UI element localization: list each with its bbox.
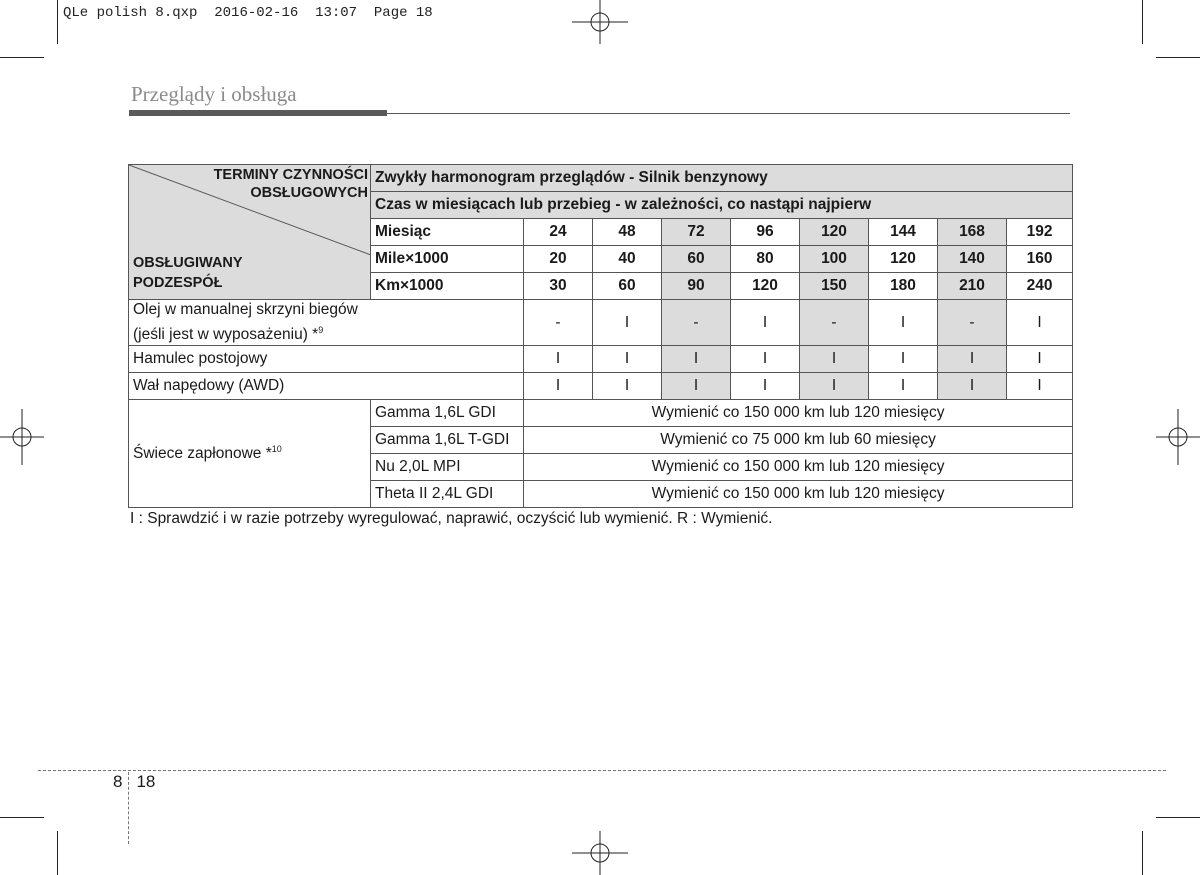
interval-note: Czas w miesiącach lub przebieg - w zależności, co nastąpi najpierw [371,192,1073,219]
month-value: 96 [731,219,800,246]
km-value: 60 [593,273,662,300]
schedule-value: I [731,346,800,373]
item-spark-plugs: Świece zapłonowe *$^{10}$ [129,400,371,508]
miles-value: 60 [662,246,731,273]
crop-mark [1156,817,1200,818]
schedule-value: I [869,346,938,373]
schedule-value: - [662,300,731,346]
title-rule-bold [129,110,387,116]
corner-bottom-line: OBSŁUGIWANY [133,255,243,271]
schedule-value: - [524,300,593,346]
schedule-value: I [869,300,938,346]
month-value: 192 [1007,219,1073,246]
schedule-value: I [1007,300,1073,346]
crop-mark [1142,0,1143,44]
table-row [129,400,1073,427]
replace-interval: Wymienić co 150 000 km lub 120 miesięcy [524,400,1073,427]
footnote-ref: 9 [318,325,324,335]
replace-interval: Wymienić co 150 000 km lub 120 miesięcy [524,454,1073,481]
engine-label: Theta II 2,4L GDI [371,481,524,508]
schedule-value: I [731,300,800,346]
registration-mark-icon [0,409,44,465]
month-value: 168 [938,219,1007,246]
item-label-line: (jeśli jest w wyposażeniu) *$^9$ [133,325,324,344]
crop-mark [0,817,44,818]
engine-label: Gamma 1,6L GDI [371,400,524,427]
corner-bottom-label [133,253,243,293]
page-number-value: 18 [136,772,156,791]
schedule-value: I [524,373,593,400]
miles-value: 120 [869,246,938,273]
table-row [129,165,1073,192]
footer-dashed-rule [38,770,1166,771]
item-drive-shaft: Wał napędowy (AWD) [129,373,524,400]
month-value: 144 [869,219,938,246]
maintenance-schedule-table [128,164,1073,508]
schedule-value: I [662,373,731,400]
schedule-value: I [593,300,662,346]
print-file-name: QLe polish 8.qxp [63,5,198,21]
km-value: 150 [800,273,869,300]
month-value: 72 [662,219,731,246]
miles-value: 140 [938,246,1007,273]
schedule-value: I [1007,373,1073,400]
schedule-value: - [800,300,869,346]
engine-label: Gamma 1,6L T-GDI [371,427,524,454]
table-row [129,300,1073,346]
miles-value: 80 [731,246,800,273]
engine-label: Nu 2,0L MPI [371,454,524,481]
registration-mark-icon [572,831,628,875]
table-corner-cell [129,165,371,300]
month-value: 120 [800,219,869,246]
print-time: 13:07 [315,5,358,21]
km-value: 120 [731,273,800,300]
replace-interval: Wymienić co 75 000 km lub 60 miesięcy [524,427,1073,454]
registration-mark-icon [572,0,628,44]
km-label: Km×1000 [371,273,524,300]
schedule-value: I [524,346,593,373]
month-value: 48 [593,219,662,246]
crop-mark [0,57,44,58]
schedule-value: I [869,373,938,400]
crop-mark [1156,57,1200,58]
schedule-title: Zwykły harmonogram przeglądów - Silnik benzynowy [371,165,1073,192]
schedule-value: I [938,373,1007,400]
replace-interval: Wymienić co 150 000 km lub 120 miesięcy [524,481,1073,508]
schedule-value: I [662,346,731,373]
km-value: 30 [524,273,593,300]
registration-mark-icon [1156,409,1200,465]
month-value: 24 [524,219,593,246]
page-number [113,772,155,792]
schedule-value: I [593,373,662,400]
miles-value: 160 [1007,246,1073,273]
km-value: 210 [938,273,1007,300]
title-rule-thin [387,113,1070,114]
miles-value: 100 [800,246,869,273]
print-file-header [63,5,433,21]
km-value: 180 [869,273,938,300]
schedule-value: I [938,346,1007,373]
schedule-value: I [800,346,869,373]
print-page-label: Page 18 [373,5,433,21]
km-value: 90 [662,273,731,300]
print-date: 2016-02-16 [214,5,299,21]
crop-mark [1142,831,1143,875]
schedule-value: I [731,373,800,400]
crop-mark [57,0,58,44]
miles-value: 20 [524,246,593,273]
schedule-value: I [800,373,869,400]
km-value: 240 [1007,273,1073,300]
miles-value: 40 [593,246,662,273]
crop-mark [57,831,58,875]
item-parking-brake: Hamulec postojowy [129,346,524,373]
schedule-value: I [593,346,662,373]
chapter-number: 8 [113,772,123,791]
month-label: Miesiąc [371,219,524,246]
corner-top-label [214,166,368,202]
corner-top-line: OBSŁUGOWYCH [250,185,368,201]
table-row [129,346,1073,373]
footnote-ref: 10 [271,444,282,455]
schedule-value: I [1007,346,1073,373]
schedule-value: - [938,300,1007,346]
table-row [129,373,1073,400]
item-manual-gearbox-oil [129,300,524,346]
legend-footnote: I : Sprawdzić i w razie potrzeby wyregulować, naprawić, oczyścić lub wymienić. R : Wymienić. [130,510,773,527]
item-label-line: Olej w manualnej skrzyni biegów [133,301,358,318]
corner-bottom-line: PODZESPÓŁ [133,275,223,291]
section-title: Przeglądy i obsługa [131,82,297,106]
miles-label: Mile×1000 [371,246,524,273]
corner-top-line: TERMINY CZYNNOŚCI [213,167,368,183]
